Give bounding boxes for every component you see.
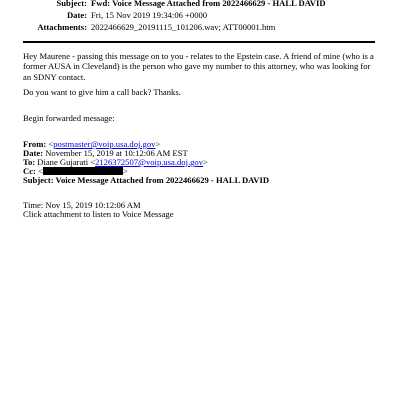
- forwarded-date-label: Date:: [23, 148, 44, 158]
- forwarded-cc-open: <: [35, 166, 43, 176]
- attachments-value[interactable]: 2022466629_20191115_101206.wav; ATT00001.htm: [91, 22, 276, 32]
- voicemail-instruction-line: Click attachment to listen to Voice Message: [23, 209, 174, 219]
- forwarded-subject-value: Voice Message Attached from 2022466629 - HALL DAVID: [53, 175, 270, 185]
- forwarded-date-value: November 15, 2019 at 10:12:06 AM EST: [43, 148, 188, 158]
- forwarded-from-close: >: [155, 139, 161, 149]
- voicemail-time-line: Time: Nov 15, 2019 10:12:06 AM: [23, 200, 141, 210]
- forwarded-subject-line: [23, 175, 379, 185]
- header-divider: [23, 41, 375, 43]
- forwarded-subject-label: Subject:: [23, 175, 54, 185]
- redaction-bar: [43, 167, 123, 175]
- forwarded-to-email-link[interactable]: 2126372507@voip.usa.doj.gov: [95, 157, 204, 167]
- forwarded-to-label: To:: [23, 157, 36, 167]
- subject-value: Fwd: Voice Message Attached from 2022466629 - HALL DAVID: [91, 0, 326, 8]
- message-paragraph-3: Begin forwarded message:: [23, 113, 115, 123]
- forwarded-from-open: <: [46, 139, 54, 149]
- forwarded-from-email-link[interactable]: postmaster@voip.usa.doj.gov: [53, 139, 156, 149]
- message-paragraph-2: Do you want to give him a call back? Thanks.: [23, 87, 181, 97]
- forwarded-cc-close: >: [122, 166, 128, 176]
- message-paragraph-1: Hey Maurene - passing this message on to you - relates to the Epstein case. A friend of mine (who is a former AUSA in Cleveland) is the person who gave my number to this attorney, who was looking for an SDNY contact.: [23, 51, 374, 82]
- date-label: Date:: [66, 10, 87, 20]
- forwarded-to-close: >: [203, 157, 208, 167]
- forwarded-cc-label: Cc:: [23, 166, 36, 176]
- date-value: Fri, 15 Nov 2019 19:34:06 +0000: [91, 10, 208, 20]
- forwarded-to-name: Diane Gujarati <: [35, 157, 96, 167]
- attachments-label: Attachments:: [37, 22, 87, 32]
- subject-label: Subject:: [56, 0, 87, 8]
- forwarded-from-label: From:: [23, 139, 47, 149]
